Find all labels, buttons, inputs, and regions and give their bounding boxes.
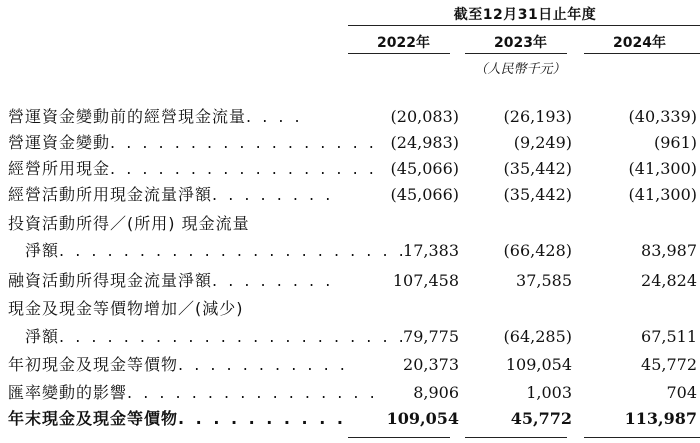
row-label-text: 匯率變動的影響 bbox=[8, 383, 128, 402]
row-label bbox=[8, 296, 244, 322]
row-label-text: 年末現金及現金等價物 bbox=[8, 409, 179, 428]
year-2024-rule bbox=[584, 53, 700, 54]
row-label-text: 營運資金變動前的經營現金流量 bbox=[8, 107, 247, 126]
row-label bbox=[8, 380, 378, 406]
period-header-rule bbox=[348, 25, 700, 26]
row-label bbox=[8, 352, 348, 378]
value-2023: (35,442) bbox=[503, 159, 572, 178]
value-2024: (40,339) bbox=[628, 107, 697, 126]
table-row bbox=[0, 104, 700, 130]
row-label bbox=[8, 324, 407, 350]
row-label bbox=[8, 406, 346, 432]
year-2022-header: 2022年 bbox=[377, 35, 430, 51]
table-row bbox=[0, 130, 700, 156]
table-row bbox=[0, 238, 700, 264]
value-2022: (24,983) bbox=[390, 133, 459, 152]
row-label bbox=[8, 156, 377, 182]
value-2022: 107,458 bbox=[392, 271, 459, 290]
value-2023: (35,442) bbox=[503, 185, 572, 204]
row-label bbox=[8, 182, 333, 208]
row-label-text: 融資活動所得現金流量淨額 bbox=[8, 271, 213, 290]
value-2023: (26,193) bbox=[503, 107, 572, 126]
value-2022: (45,066) bbox=[390, 159, 459, 178]
row-label-text: 淨額 bbox=[8, 327, 60, 346]
value-2022: (20,083) bbox=[390, 107, 459, 126]
leader-dots: . . . . . . . . . . . bbox=[178, 355, 348, 374]
leader-dots: . . . . . . . . . . . . . . . . . bbox=[110, 159, 377, 178]
value-2023: (9,249) bbox=[513, 133, 572, 152]
leader-dots: . . . . . . . . . . . . . . . . . . . . . . bbox=[59, 241, 407, 260]
row-label-text: 淨額 bbox=[8, 241, 60, 260]
value-2022: 8,906 bbox=[413, 383, 459, 402]
total-2024-rule bbox=[584, 437, 700, 438]
value-2023: (66,428) bbox=[503, 241, 572, 260]
value-2024: 45,772 bbox=[641, 355, 697, 374]
value-2023: 109,054 bbox=[505, 355, 572, 374]
table-row bbox=[0, 380, 700, 406]
value-2024: (41,300) bbox=[628, 159, 697, 178]
value-2023: (64,285) bbox=[503, 327, 572, 346]
value-2022: 20,373 bbox=[403, 355, 459, 374]
leader-dots: . . . . . . . . . . . . . . . . . bbox=[110, 133, 377, 152]
value-2024: 83,987 bbox=[641, 241, 697, 260]
value-2024: (961) bbox=[653, 133, 697, 152]
value-2022: 17,383 bbox=[403, 241, 459, 260]
period-header: 截至12月31日止年度 bbox=[453, 7, 597, 23]
leader-dots: . . . . . . . . . . . . . . . . bbox=[127, 383, 378, 402]
total-2023-rule bbox=[465, 437, 567, 438]
table-row bbox=[0, 324, 700, 350]
table-row bbox=[0, 352, 700, 378]
year-2024-header: 2024年 bbox=[613, 35, 666, 51]
leader-dots: . . . . . . . . . . bbox=[178, 409, 346, 428]
row-label-text: 營運資金變動 bbox=[8, 133, 111, 152]
table-row bbox=[0, 406, 700, 432]
year-2023-rule bbox=[465, 53, 567, 54]
table-row bbox=[0, 211, 700, 237]
table-row bbox=[0, 182, 700, 208]
leader-dots: . . . . . . . . . . . . . . . . . . . . . . bbox=[59, 327, 407, 346]
leader-dots: . . . . bbox=[246, 107, 303, 126]
row-label bbox=[8, 130, 377, 156]
row-label-text: 經營所用現金 bbox=[8, 159, 111, 178]
table-row bbox=[0, 156, 700, 182]
table-row bbox=[0, 268, 700, 294]
row-label bbox=[8, 238, 407, 264]
value-2023: 37,585 bbox=[516, 271, 572, 290]
value-2023: 45,772 bbox=[510, 409, 572, 428]
row-label bbox=[8, 211, 250, 237]
total-2022-rule bbox=[348, 437, 450, 438]
value-2023: 1,003 bbox=[526, 383, 572, 402]
value-2022: (45,066) bbox=[390, 185, 459, 204]
row-label bbox=[8, 104, 303, 130]
value-2022: 109,054 bbox=[386, 409, 459, 428]
leader-dots: . . . . . . . . bbox=[212, 185, 334, 204]
value-2022: 79,775 bbox=[403, 327, 459, 346]
table-row bbox=[0, 296, 700, 322]
row-label-text: 經營活動所用現金流量淨額 bbox=[8, 185, 213, 204]
currency-unit: （人民幣千元） bbox=[474, 62, 566, 77]
value-2024: 113,987 bbox=[624, 409, 697, 428]
year-2023-header: 2023年 bbox=[494, 35, 547, 51]
leader-dots: . . . . . . . . bbox=[212, 271, 334, 290]
value-2024: (41,300) bbox=[628, 185, 697, 204]
row-label bbox=[8, 268, 333, 294]
row-label-text: 年初現金及現金等價物 bbox=[8, 355, 179, 374]
value-2024: 704 bbox=[666, 383, 697, 402]
year-2022-rule bbox=[348, 53, 450, 54]
row-label-text: 投資活動所得／(所用) 現金流量 bbox=[8, 214, 250, 233]
row-label-text: 現金及現金等價物增加／(減少) bbox=[8, 299, 244, 318]
value-2024: 24,824 bbox=[641, 271, 697, 290]
value-2024: 67,511 bbox=[641, 327, 697, 346]
